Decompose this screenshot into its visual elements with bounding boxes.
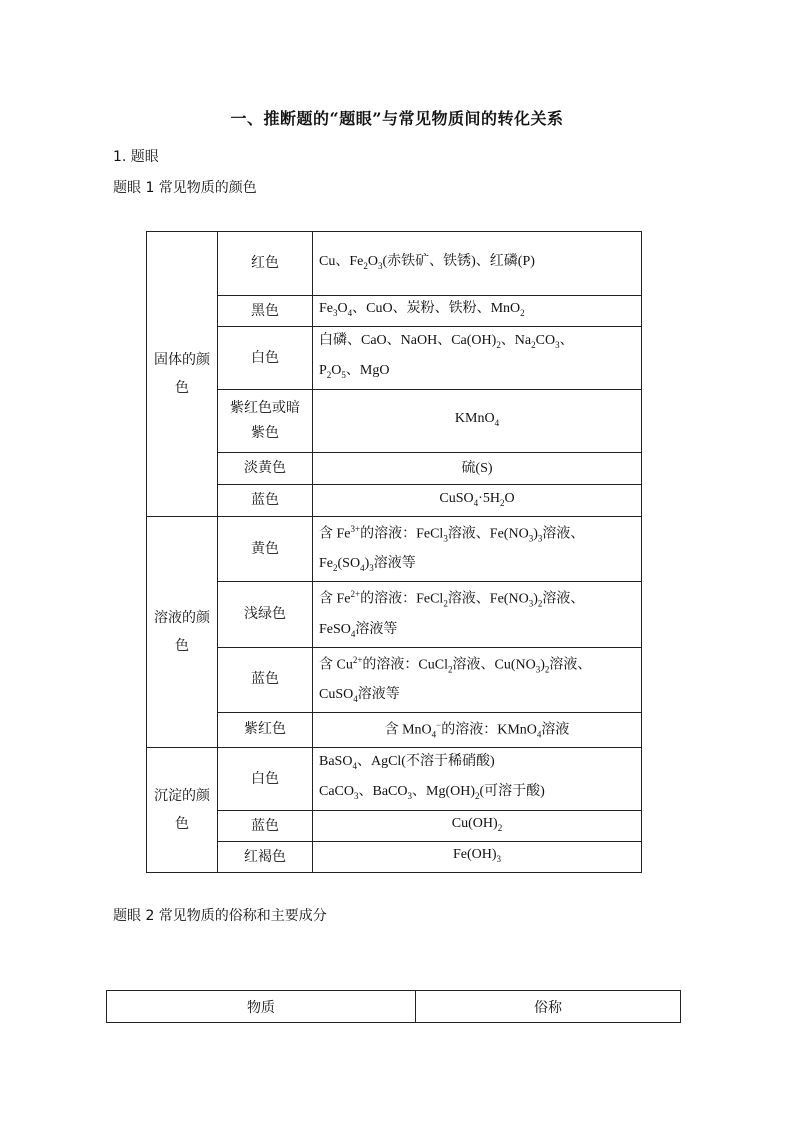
subsection-heading-1: 题眼 1 常见物质的颜色 [113, 180, 257, 196]
substance-cell: 含 $Fe^{2+}$的溶液：FeCl$_2$溶液、$Fe(NO_3)_2$溶液、 FeSO$_4$溶液等 [313, 582, 642, 647]
substance-cell: $Cu(OH)_2$ [313, 811, 642, 842]
header-common-name: 俗称 [416, 991, 681, 1023]
substance-cell: KMnO$_4$ [313, 390, 642, 453]
substance-cell: Cu、$Fe_2O_3$(赤铁矿、铁锈)、红磷(P) [313, 232, 642, 296]
color-cell: 蓝色 [218, 485, 313, 517]
color-cell: 紫红色 [218, 712, 313, 747]
substance-cell: $Fe(OH)_3$ [313, 842, 642, 873]
color-cell: 淡黄色 [218, 453, 313, 485]
color-cell: 白色 [218, 748, 313, 811]
substance-cell: 白磷、CaO、NaOH、$Ca(OH)_2$、$Na_2CO_3$、 $P_2O_5$、MgO [313, 327, 642, 390]
solid-category: 固体的颜色 [147, 232, 218, 517]
section-heading: 1. 题眼 [113, 149, 159, 165]
substance-cell: 含 $Cu^{2+}$的溶液：CuCl$_2$溶液、$Cu(NO_3)_2$溶液、 CuSO$_4$溶液等 [313, 647, 642, 712]
color-cell: 红色 [218, 232, 313, 296]
color-table [146, 231, 642, 873]
color-cell: 黑色 [218, 296, 313, 327]
header-substance: 物质 [107, 991, 416, 1023]
color-cell: 白色 [218, 327, 313, 390]
solution-category: 溶液的颜色 [147, 517, 218, 748]
common-name-table [106, 990, 681, 1023]
substance-cell: 硫(S) [313, 453, 642, 485]
precipitate-category: 沉淀的颜色 [147, 748, 218, 873]
substance-cell: $Fe_3O_4$、CuO、炭粉、铁粉、MnO$_2$ [313, 296, 642, 327]
color-cell: 紫红色或暗紫色 [218, 390, 313, 453]
substance-cell: 含 $Fe^{3+}$的溶液：FeCl$_3$溶液、$Fe(NO_3)_3$溶液、 $Fe_2(SO_4)_3$溶液等 [313, 517, 642, 582]
color-cell: 黄色 [218, 517, 313, 582]
subsection-heading-2: 题眼 2 常见物质的俗称和主要成分 [113, 908, 327, 924]
color-cell: 蓝色 [218, 647, 313, 712]
color-cell: 红褐色 [218, 842, 313, 873]
substance-cell: BaSO$_4$、AgCl(不溶于稀硝酸) CaCO$_3$、BaCO$_3$、$Mg(OH)_2$(可溶于酸) [313, 748, 642, 811]
page-title: 一、推断题的“题眼”与常见物质间的转化关系 [230, 109, 564, 128]
color-cell: 蓝色 [218, 811, 313, 842]
substance-cell: $CuSO_4\cdot 5H_2O$ [313, 485, 642, 517]
color-cell: 浅绿色 [218, 582, 313, 647]
substance-cell: 含 MnO$_4$−的溶液：KMnO$_4$溶液 [313, 712, 642, 747]
